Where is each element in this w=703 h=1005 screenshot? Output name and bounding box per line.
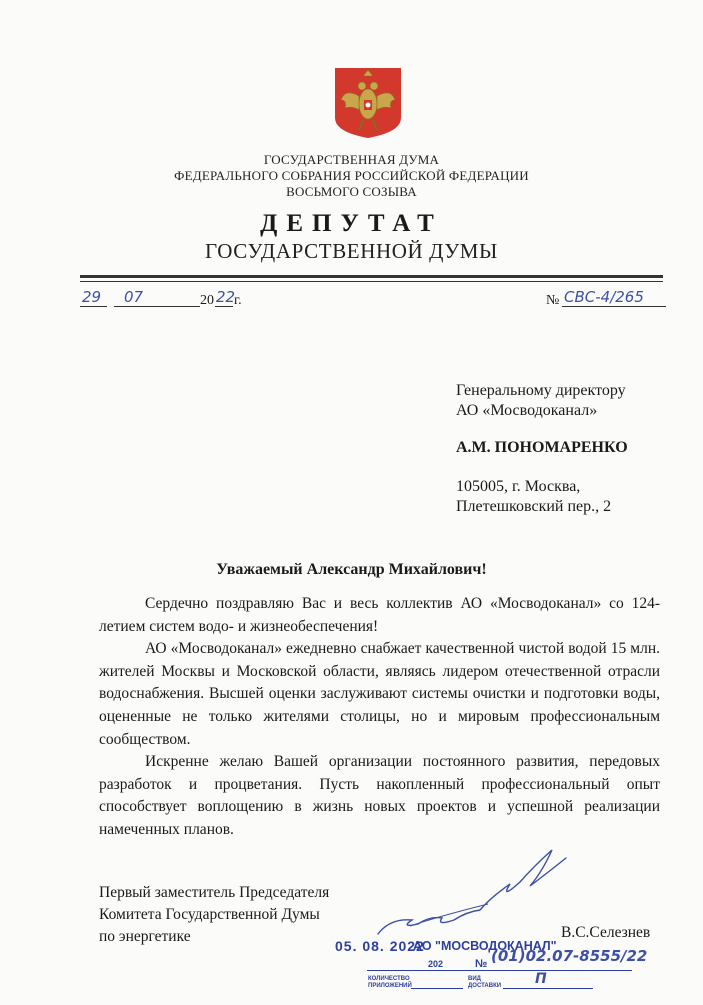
letter-body: [99, 593, 660, 842]
org-name-line-1: ГОСУДАРСТВЕННАЯ ДУМА: [263, 152, 440, 167]
date-year-end: г.: [234, 293, 242, 308]
body-paragraph: АО «Мосводоканал» ежедневно снабжает качественной чистой водой 15 млн. жителей Москвы и Московской области, являясь лидером отечественной отрасли водоснабжения. Высшей оценки заслуживают системы очистки и подготовки воды, оцененные не только жителями столицы, но и мировым профессиональным сообществом.: [99, 640, 660, 748]
org-name-line-2: ФЕДЕРАЛЬНОГО СОБРАНИЯ РОССИЙСКОЙ ФЕДЕРАЦИИ: [174, 168, 529, 183]
stamp-delivery-type: П: [535, 971, 547, 987]
date-day: 29: [82, 288, 102, 306]
stamp-count-label: КОЛИЧЕСТВО ПРИЛОЖЕНИЙ: [368, 976, 412, 989]
stamp-org: АО "МОСВОДОКАНАЛ": [413, 939, 557, 953]
header-divider-thin: [80, 281, 663, 282]
number-label: №: [546, 293, 560, 308]
recipient-company: АО «Мосводоканал»: [456, 402, 598, 419]
stamp-date: 05. 08. 2022: [335, 938, 425, 954]
russian-coat-of-arms-icon: [333, 66, 403, 140]
header-divider-thick: [80, 275, 663, 278]
letterhead-title: ДЕПУТАТ: [260, 210, 443, 237]
date-month: 07: [124, 288, 144, 306]
salutation: Уважаемый Александр Михайлович!: [216, 561, 487, 578]
recipient-position: Генеральному директору: [456, 382, 626, 399]
recipient-address-line-2: Плетешковский пер., 2: [456, 498, 612, 515]
date-field: [80, 288, 250, 312]
stamp-delivery-label: ВИД ДОСТАВКИ: [468, 976, 502, 989]
signer-title-line-3: по энергетике: [99, 928, 191, 945]
recipient-name: А.М. ПОНОМАРЕНКО: [456, 439, 628, 456]
registration-stamp: [335, 938, 648, 1002]
outgoing-number: СВС-4/265: [564, 288, 644, 306]
body-paragraph: Сердечно поздравляю Вас и весь коллектив АО «Мосводоканал» со 124-летием систем водо- и жизнеобеспечения!: [99, 595, 660, 635]
signer-name: В.С.Селезнев: [561, 924, 651, 941]
stamp-number: (01)02.07-8555/22: [491, 947, 648, 965]
signer-title-line-1: Первый заместитель Председателя: [99, 884, 330, 901]
handwritten-signature: [370, 838, 580, 948]
outgoing-number-field: [546, 288, 668, 312]
stamp-year-label: 202: [428, 959, 444, 969]
org-name-line-3: ВОСЬМОГО СОЗЫВА: [286, 184, 417, 199]
stamp-number-label: №: [475, 958, 488, 970]
signer-title: [99, 882, 329, 948]
letterhead-subtitle: ГОСУДАРСТВЕННОЙ ДУМЫ: [205, 239, 498, 263]
date-year-suffix: 22: [216, 288, 236, 306]
date-year-prefix: 20: [200, 293, 214, 308]
recipient-address-line-1: 105005, г. Москва,: [456, 478, 581, 495]
body-paragraph: Искренне желаю Вашей организации постоянного развития, передовых разработок и процветания. Пусть накопленный профессиональный опыт способствует воплощению в жизнь новых проектов и успешной реализации намеченных планов.: [99, 753, 660, 838]
signer-title-line-2: Комитета Государственной Думы: [99, 906, 320, 923]
